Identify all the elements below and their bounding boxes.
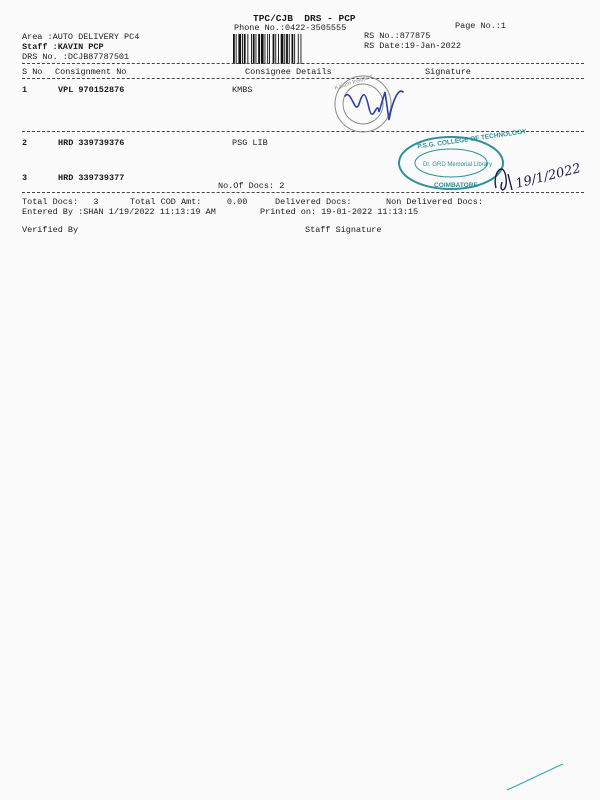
entered-by: Entered By :SHAN 1/19/2022 11:13:19 AM [22,207,216,217]
staff-field: Staff :KAVIN PCP [22,42,104,52]
drs-number: DRS No. :DCJB87787501 [22,52,130,62]
page-title: TPC/CJB DRS - PCP [253,13,356,24]
no-of-docs: No.Of Docs: 2 [218,181,285,191]
row-1-consignee: KMBS [232,85,253,95]
barcode-bar [278,34,279,64]
row-3-consignment: HRD 339739377 [58,173,125,183]
barcode-bar [238,34,241,64]
barcode-bar [261,34,264,64]
row-1-consignment: VPL 970152876 [58,85,125,95]
table-header-divider [22,78,584,79]
pen-mark [505,762,565,792]
total-docs: Total Docs: 3 [22,197,99,207]
barcode-bar [289,34,290,64]
barcode-bar [256,34,257,64]
total-cod-amount: Total COD Amt: 0.00 [130,197,248,207]
barcode-bar [236,34,237,64]
barcode-bar [247,34,248,64]
row-2-sno: 2 [22,138,28,148]
delivered-docs: Delivered Docs: [275,197,352,207]
barcode-bar [244,34,246,64]
column-header-consignment: Consignment No [55,67,127,77]
printed-on: Printed on: 19-01-2022 11:13:15 [260,207,419,217]
rs-number: RS No.:877875 [364,31,431,41]
barcode-bar [233,34,235,64]
svg-text:Kalam Institute: Kalam Institute [334,73,374,92]
phone-number: Phone No.:0422-3505555 [234,23,347,33]
rs-date: RS Date:19-Jan-2022 [364,41,461,51]
non-delivered-docs: Non Delivered Docs: [386,197,483,207]
barcode-bar [242,34,243,64]
area-field: Area :AUTO DELIVERY PC4 [22,32,140,42]
header-divider [22,63,584,64]
staff-signature-label: Staff Signature [305,225,382,235]
barcode-bar [275,34,276,64]
barcode-bar [294,34,295,64]
barcode-bar [292,34,294,64]
barcode-bar [284,34,285,64]
barcode-bar [251,34,252,64]
verified-by-label: Verified By [22,225,79,235]
row-1-sno: 1 [22,85,28,95]
column-header-sno: S No [22,67,43,77]
page-number: Page No.:1 [455,21,507,31]
barcode-bar [281,34,284,64]
barcode-bar [273,34,275,64]
svg-text:COIMBATORE: COIMBATORE [434,182,478,189]
svg-text:19/1/2022: 19/1/2022 [514,161,583,192]
svg-text:P.S.G. COLLEGE OF TECHNOLOGY: P.S.G. COLLEGE OF TECHNOLOGY [416,128,527,151]
row-2-consignee: PSG LIB [232,138,268,148]
column-header-consignee: Consignee Details [245,67,332,77]
barcode-bar [286,34,288,64]
barcode-bar [258,34,260,64]
row-3-sno: 3 [22,173,28,183]
handwritten-signature-date [490,152,583,196]
barcode [232,34,357,64]
barcode-bar [301,34,302,64]
barcode-bar [269,34,270,64]
barcode-bar [265,34,266,64]
svg-text:Dr. GRD Memorial Library: Dr. GRD Memorial Library [423,162,493,168]
institute-stamp [315,68,410,138]
row-2-consignment: HRD 339739376 [58,138,125,148]
barcode-bar [253,34,255,64]
barcode-bar [267,34,268,64]
column-header-signature: Signature [425,67,471,77]
barcode-bar [298,34,299,64]
